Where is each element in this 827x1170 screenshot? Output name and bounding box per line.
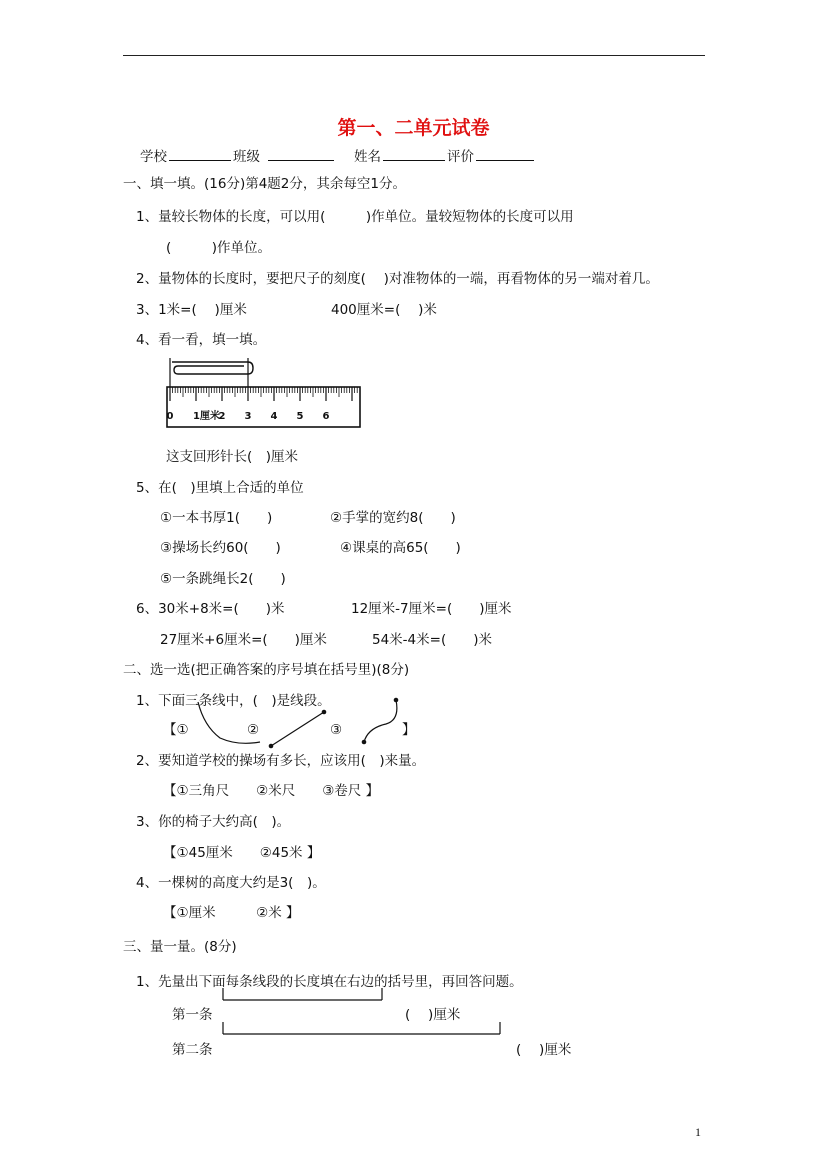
s2-q2-opts: 【①三角尺 ②米尺 ③卷尺 】 bbox=[163, 783, 380, 799]
curve-line-3 bbox=[364, 700, 397, 742]
section2-heading: 二、选一选(把正确答案的序号填在括号里)(8分) bbox=[123, 662, 410, 678]
s1-q5: 5、在( )里填上合适的单位 bbox=[136, 480, 304, 496]
measure-lines-figure bbox=[218, 986, 508, 1036]
s3-line2-answer: ( )厘米 bbox=[516, 1042, 572, 1058]
info-line bbox=[140, 146, 536, 166]
s3-q1: 1、先量出下面每条线段的长度填在右边的括号里，再回答问题。 bbox=[136, 974, 523, 990]
class-label: 班级 bbox=[233, 149, 260, 165]
curve3-endpoint-b bbox=[362, 740, 367, 745]
s2-q2: 2、要知道学校的操场有多长，应该用( )来量。 bbox=[136, 753, 426, 769]
s1-q5-2: ②手掌的宽约8( ) bbox=[330, 510, 456, 526]
s1-q1b: ( )作单位。 bbox=[166, 240, 272, 256]
segment-endpoint-a bbox=[269, 744, 274, 749]
ruler-label: 5 bbox=[296, 411, 304, 422]
s1-q6-3: 27厘米+6厘米=( )厘米 bbox=[160, 632, 327, 648]
header-rule bbox=[123, 55, 705, 56]
school-label: 学校 bbox=[140, 149, 167, 165]
s1-q3b: 400厘米=( )米 bbox=[331, 302, 437, 318]
grade-label: 评价 bbox=[447, 149, 474, 165]
s1-q4: 4、看一看，填一填。 bbox=[136, 332, 267, 348]
ruler-label: 3 bbox=[244, 411, 252, 422]
name-label: 姓名 bbox=[354, 149, 381, 165]
ruler-label: 0 bbox=[166, 411, 174, 422]
segment-line-2 bbox=[271, 712, 324, 746]
s2-q1-close: 】 bbox=[402, 722, 416, 738]
s1-q2: 2、量物体的长度时，要把尺子的刻度( )对准物体的一端，再看物体的另一端对着几。 bbox=[136, 271, 659, 287]
s2-q3-opts: 【①45厘米 ②45米 】 bbox=[163, 845, 321, 861]
s1-q5-3: ③操场长约60( ) bbox=[160, 540, 281, 556]
paperclip-icon bbox=[172, 362, 253, 374]
name-blank[interactable] bbox=[383, 146, 445, 161]
ruler-label: 1厘米 bbox=[193, 411, 220, 422]
s2-q1-opt2: ② bbox=[247, 722, 260, 738]
s1-q6-4: 54米-4米=( )米 bbox=[372, 632, 492, 648]
curve3-endpoint-a bbox=[394, 698, 399, 703]
s1-q5-4: ④课桌的高65( ) bbox=[340, 540, 461, 556]
s2-q1-opt1: 【① bbox=[163, 722, 189, 738]
s2-q4: 4、一棵树的高度大约是3( )。 bbox=[136, 875, 326, 891]
s3-line1-label: 第一条 bbox=[172, 1007, 213, 1023]
s1-q6-2: 12厘米-7厘米=( )厘米 bbox=[351, 601, 512, 617]
page-title: 第一、二单元试卷 bbox=[337, 117, 490, 139]
s1-q5-1: ①一本书厚1( ) bbox=[160, 510, 273, 526]
s3-line2-label: 第二条 bbox=[172, 1042, 213, 1058]
ruler-label: 2 bbox=[218, 411, 226, 422]
ruler-label: 6 bbox=[322, 411, 330, 422]
s2-q1: 1、下面三条线中，( )是线段。 bbox=[136, 693, 331, 709]
section3-heading: 三、量一量。(8分) bbox=[123, 939, 237, 955]
ruler-label: 4 bbox=[270, 411, 278, 422]
ruler-figure bbox=[164, 358, 364, 430]
s1-q5-5: ⑤一条跳绳长2( ) bbox=[160, 571, 286, 587]
segment-endpoint-b bbox=[322, 710, 327, 715]
page-number: 1 bbox=[695, 1125, 701, 1139]
s1-q1a: 1、量较长物体的长度，可以用( )作单位。量较短物体的长度可以用 bbox=[136, 209, 574, 225]
s3-line1-answer: ( )厘米 bbox=[405, 1007, 461, 1023]
three-lines-figure bbox=[190, 694, 410, 754]
school-blank[interactable] bbox=[169, 146, 231, 161]
s2-q4-opts: 【①厘米 ②米 】 bbox=[163, 905, 300, 921]
curve-line-1 bbox=[198, 702, 260, 743]
grade-blank[interactable] bbox=[476, 146, 534, 161]
s1-q3a: 3、1米=( )厘米 bbox=[136, 302, 247, 318]
s1-q6-1: 6、30米+8米=( )米 bbox=[136, 601, 285, 617]
s1-q4-answer: 这支回形针长( )厘米 bbox=[166, 449, 299, 465]
s2-q3: 3、你的椅子大约高( )。 bbox=[136, 814, 291, 830]
class-blank[interactable] bbox=[268, 146, 334, 161]
s2-q1-opt3: ③ bbox=[330, 722, 343, 738]
section1-heading: 一、填一填。(16分)第4题2分，其余每空1分。 bbox=[123, 176, 406, 192]
